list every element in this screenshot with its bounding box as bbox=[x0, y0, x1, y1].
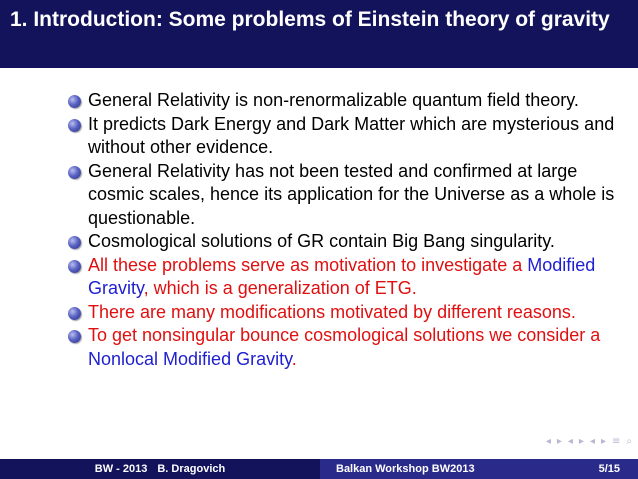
bullet-item bbox=[62, 160, 622, 231]
next-section-icon[interactable]: ▸ bbox=[600, 436, 606, 447]
bullet-text: General Relativity has not been tested and confirmed at large cosmic scales, hence its application for the Universe as a whole is questionable. bbox=[88, 160, 615, 228]
footer-event-full: Balkan Workshop BW2013 bbox=[336, 463, 475, 475]
modified-gravity-term: Modified Gravity bbox=[88, 254, 596, 298]
bullet-ball-icon bbox=[68, 307, 81, 320]
bullet-item bbox=[62, 301, 622, 325]
bullet-ball-icon bbox=[68, 330, 81, 343]
bullet-ball-icon bbox=[68, 95, 81, 108]
bullet-text: Cosmological solutions of GR contain Big Bang singularity. bbox=[88, 231, 555, 251]
bullet-item bbox=[62, 324, 622, 371]
slide-title-bar bbox=[0, 0, 638, 68]
bullet-ball-icon bbox=[68, 260, 81, 273]
beamer-navigation bbox=[546, 436, 632, 450]
footer-author: B. Dragovich bbox=[157, 463, 226, 475]
slide-footer bbox=[0, 459, 638, 479]
bullet-text: It predicts Dark Energy and Dark Matter which are mysterious and without other evidence. bbox=[88, 113, 615, 157]
search-icon[interactable]: ⌕ bbox=[626, 436, 632, 447]
footer-page-number: 5/15 bbox=[598, 463, 620, 475]
bullet-item bbox=[62, 254, 622, 301]
prev-subsection-icon[interactable]: ◂ bbox=[567, 436, 573, 447]
slide-title: 1. Introduction: Some problems of Einstein theory of gravity bbox=[10, 8, 610, 31]
bullet-item bbox=[62, 89, 622, 113]
bullet-text-post: . bbox=[291, 348, 297, 369]
bullet-list bbox=[62, 89, 622, 371]
next-frame-icon[interactable]: ▸ bbox=[556, 436, 562, 447]
bullet-text-pre: All these problems serve as motivation to investigate a bbox=[88, 254, 528, 275]
bullet-item bbox=[62, 113, 622, 160]
footer-right bbox=[320, 459, 638, 479]
prev-frame-icon[interactable]: ◂ bbox=[545, 436, 551, 447]
footer-left bbox=[0, 459, 320, 479]
bullet-text: General Relativity is non-renormalizable quantum field theory. bbox=[88, 90, 579, 110]
bullet-text-pre: To get nonsingular bounce cosmological solutions we consider a bbox=[88, 325, 601, 345]
menu-icon[interactable]: ≡ bbox=[612, 436, 621, 447]
bullet-ball-icon bbox=[68, 236, 81, 249]
bullet-item bbox=[62, 230, 622, 254]
bullet-text-post: , which is a generalization of ETG. bbox=[143, 278, 417, 298]
bullet-ball-icon bbox=[68, 166, 81, 179]
bullet-ball-icon bbox=[68, 119, 81, 132]
bullet-text: There are many modifications motivated by different reasons. bbox=[88, 301, 576, 322]
footer-event-short: BW - 2013 bbox=[94, 463, 148, 475]
next-subsection-icon[interactable]: ▸ bbox=[578, 436, 584, 447]
prev-section-icon[interactable]: ◂ bbox=[589, 436, 595, 447]
nonlocal-modified-gravity-term: Nonlocal Modified Gravity bbox=[88, 348, 292, 369]
